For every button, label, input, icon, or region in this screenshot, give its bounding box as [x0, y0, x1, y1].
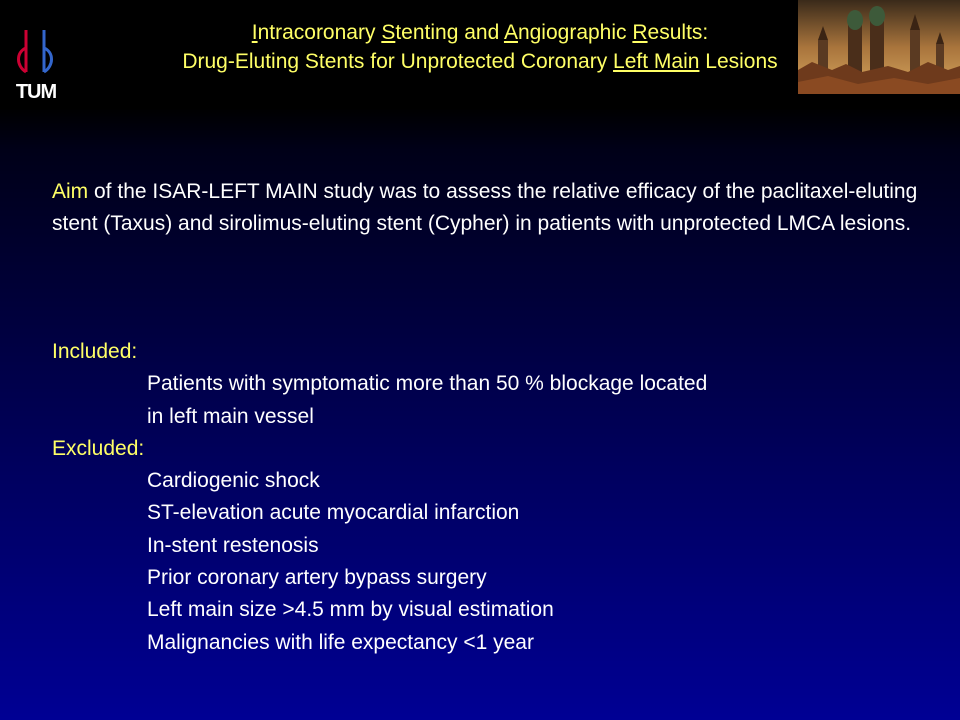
included-heading: Included:: [52, 340, 138, 363]
excluded-item: Prior coronary artery bypass surgery: [147, 566, 487, 590]
aim-paragraph: [52, 176, 932, 240]
title-word-part: ngiographic: [517, 21, 633, 44]
title-word-part: esults:: [647, 21, 709, 44]
title-initial: A: [503, 21, 518, 44]
excluded-item: ST-elevation acute myocardial infarction: [147, 501, 520, 525]
title-left-main: Left Main: [613, 50, 700, 73]
title-initial: R: [632, 21, 648, 44]
aim-keyword: Aim: [52, 180, 89, 203]
excluded-item: Cardiogenic shock: [147, 469, 320, 493]
criteria-section: [52, 336, 932, 659]
title-word-part: ntracoronary: [257, 21, 382, 44]
excluded-item: Left main size >4.5 mm by visual estimation: [147, 598, 554, 622]
title-line-2-prefix: Drug-Eluting Stents for Unprotected Coronary: [182, 50, 614, 73]
excluded-item: Malignancies with life expectancy <1 year: [147, 630, 534, 654]
included-item: Patients with symptomatic more than 50 % blockage located: [147, 372, 708, 396]
aim-text: of the ISAR-LEFT MAIN study was to assess the relative efficacy of the paclitaxel-eluting stent (Taxus) and sirolimus-eluting stent (Cypher) in patients with unprotected LMCA lesions.: [52, 180, 918, 235]
munich-skyline-image: [798, 0, 960, 94]
title-word-part: tenting and: [395, 21, 504, 44]
logo-text: TUM: [15, 81, 57, 103]
title-initial: I: [251, 21, 258, 44]
included-item: in left main vessel: [147, 404, 314, 428]
title-initial: S: [381, 21, 396, 44]
excluded-heading: Excluded:: [52, 436, 145, 460]
title-line-2-suffix: Lesions: [699, 50, 778, 73]
excluded-item: In-stent restenosis: [147, 533, 319, 557]
